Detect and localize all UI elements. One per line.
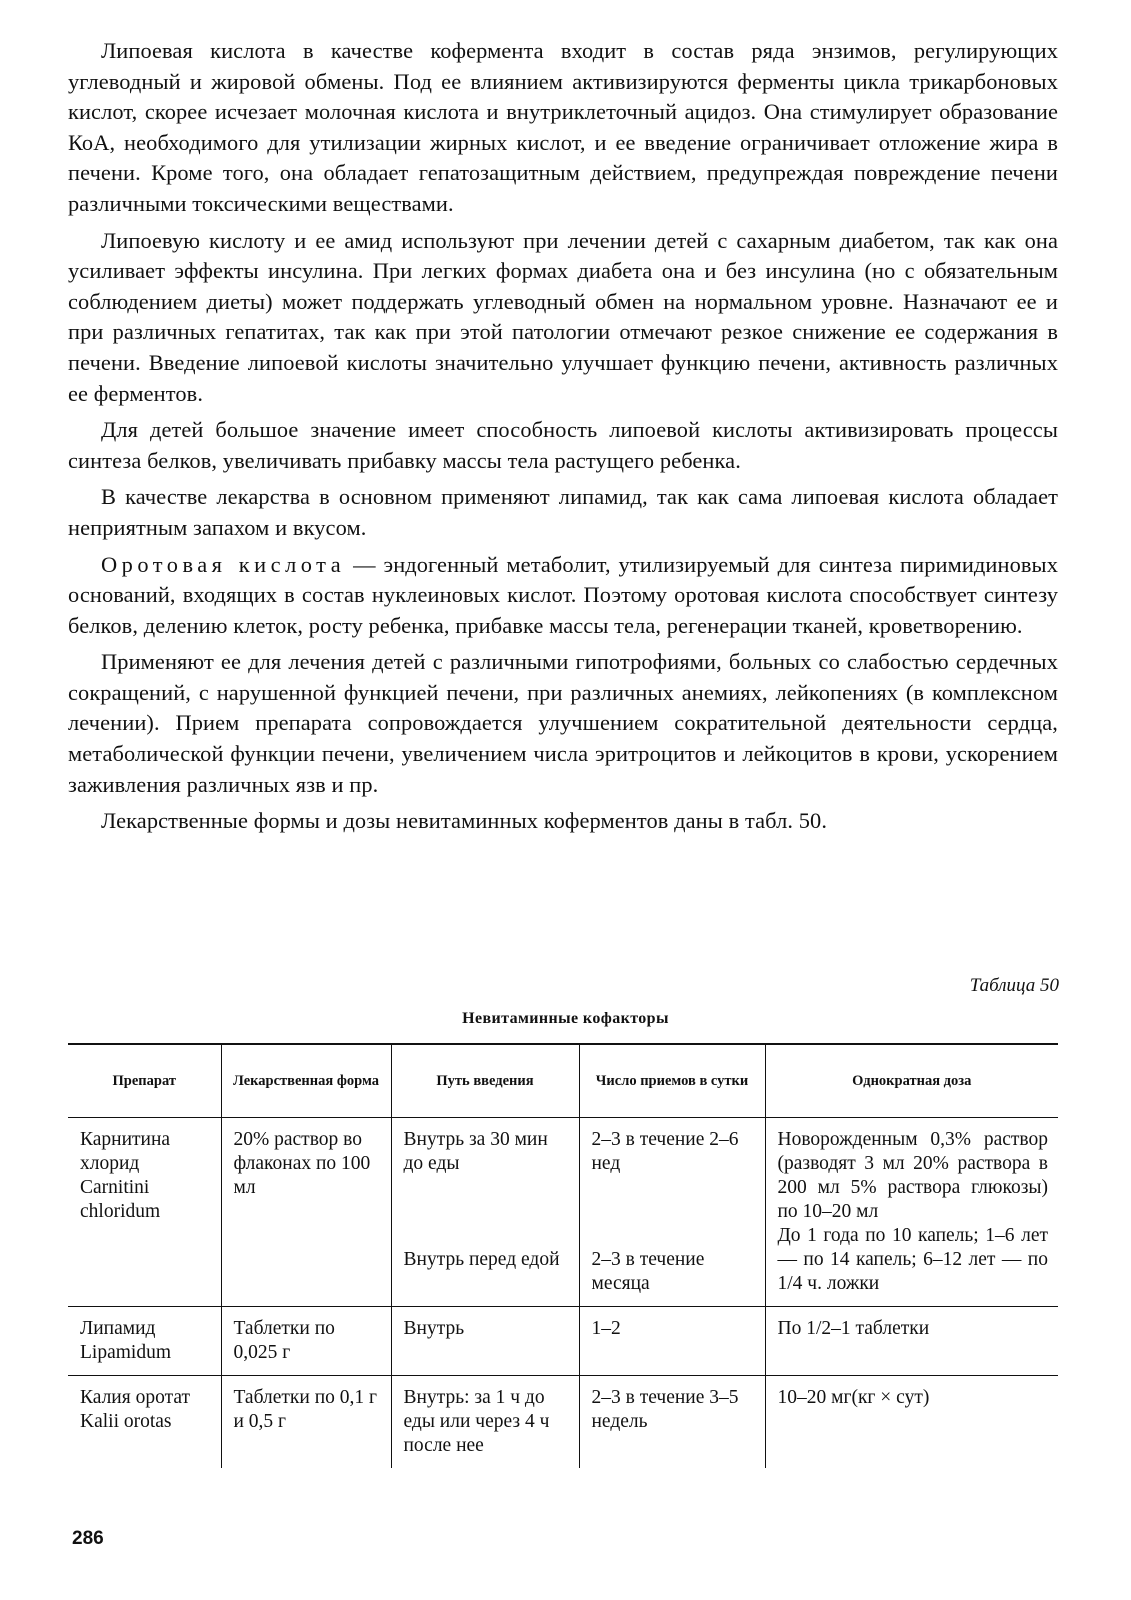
paragraph-orotic-acid bbox=[68, 550, 1058, 642]
orotic-acid-term: Оротовая кислота bbox=[101, 551, 346, 577]
cell-times: 1–2 bbox=[579, 1307, 765, 1376]
cell-form: Таблетки по 0,1 г и 0,5 г bbox=[221, 1376, 391, 1469]
table-row bbox=[68, 1118, 1058, 1307]
orotic-acid-description: — эндогенный метаболит, утилизируемый для синтеза пиримидиновых оснований, входящих в состав нуклеиновых кислот. Поэтому оротовая кислота способствует синтезу белков, делению клеток, росту ребенка, прибавке массы тела, регенерации тканей, кроветворению. bbox=[68, 551, 1058, 638]
cell-form: Таблетки по 0,025 г bbox=[221, 1307, 391, 1376]
cell-route: Внутрь bbox=[391, 1307, 579, 1376]
cell-times: 2–3 в течение 3–5 недель bbox=[579, 1376, 765, 1469]
times-b: 2–3 в течение месяца bbox=[591, 1249, 705, 1294]
paragraph-table-reference: Лекарственные формы и дозы невитаминных коферментов даны в табл. 50. bbox=[101, 808, 828, 834]
cell-dose: По 1/2–1 таблетки bbox=[765, 1307, 1058, 1376]
cell-dose bbox=[765, 1118, 1058, 1307]
header-dose: Однократная доза bbox=[765, 1044, 1058, 1118]
header-route: Путь введения bbox=[391, 1044, 579, 1118]
cell-route bbox=[391, 1118, 579, 1307]
paragraph-lipamide: В качестве лекарства в основном применяют липамид, так как сама липоевая кислота обладает неприятным запахом и вкусом. bbox=[68, 484, 1058, 540]
table-number-label: Таблица 50 bbox=[969, 975, 1059, 996]
table-row bbox=[68, 1307, 1058, 1376]
header-drug: Препарат bbox=[112, 1073, 176, 1089]
cell-route: Внутрь: за 1 ч до еды или через 4 ч после нее bbox=[391, 1376, 579, 1469]
dose-a: Новорожденным 0,3% раствор (разводят 3 мл 20% раствора в 200 мл 5% раствора глюкозы) по 10–20 мл bbox=[777, 1129, 1048, 1222]
cofactors-table bbox=[68, 1043, 1058, 1468]
cell-times bbox=[579, 1118, 765, 1307]
header-times: Число приемов в сутки bbox=[579, 1044, 765, 1118]
body-text bbox=[68, 36, 1058, 843]
route-a: Внутрь за 30 мин до еды bbox=[403, 1129, 548, 1174]
header-form: Лекарственная форма bbox=[221, 1044, 391, 1118]
paragraph-orotic-acid-use: Применяют ее для лечения детей с различными гипотрофиями, больных со слабостью сердечных сокращений, с нарушенной функцией печени, при различных анемиях, лейкопениях (в комплексном лечении). Прием препарата сопровождается улучшением сократительной деятельности сердца, метаболической функции печени, увеличением числа эритроцитов и лейкоцитов в крови, ускорением заживления различных язв и пр. bbox=[68, 649, 1058, 797]
route-b: Внутрь перед едой bbox=[403, 1249, 560, 1270]
paragraph-protein-synthesis: Для детей большое значение имеет способность липоевой кислоты активизировать процессы синтеза белков, увеличивать прибавку массы тела растущего ребенка. bbox=[68, 417, 1058, 473]
table-title: Невитаминные кофакторы bbox=[462, 1010, 669, 1027]
cell-drug: Карнитина хлорид Carnitini chloridum bbox=[80, 1129, 171, 1222]
table-row bbox=[68, 1376, 1058, 1469]
cell-drug: Липамид Lipamidum bbox=[80, 1318, 171, 1363]
paragraph-lipoic-acid-function: Липоевая кислота в качестве кофермента входит в состав ряда энзимов, регулирующих углеводный и жировой обмены. Под ее влиянием активизируются ферменты цикла трикарбоновых кислот, скорее исчезает молочная кислота и внутриклеточный ацидоз. Она стимулирует образование КоА, необходимого для утилизации жирных кислот, и ее введение ограничивает отложение жира в печени. Кроме того, она обладает гепатозащитным действием, предупреждая повреждение печени различными токсическими веществами. bbox=[68, 38, 1058, 216]
cell-drug: Калия оротат Kalii orotas bbox=[80, 1387, 191, 1432]
cell-dose: 10–20 мг(кг × сут) bbox=[765, 1376, 1058, 1469]
table-header-row bbox=[68, 1044, 1058, 1118]
page-number: 286 bbox=[72, 1528, 104, 1549]
dose-b: До 1 года по 10 капель; 1–6 лет — по 14 капель; 6–12 лет — по 1/4 ч. ложки bbox=[777, 1225, 1048, 1294]
cell-form: 20% раствор во флаконах по 100 мл bbox=[221, 1118, 391, 1307]
paragraph-lipoic-acid-use: Липоевую кислоту и ее амид используют при лечении детей с сахарным диабетом, так как она усиливает эффекты инсулина. При легких формах диабета она и без инсулина (но с обязательным соблюдением диеты) может поддержать углеводный обмен на нормальном уровне. Назначают ее и при различных гепатитах, так как при этой патологии отмечают резкое снижение ее содержания в печени. Введение липоевой кислоты значительно улучшает функцию печени, активность различных ее ферментов. bbox=[68, 227, 1058, 406]
times-a: 2–3 в течение 2–6 нед bbox=[591, 1129, 739, 1174]
